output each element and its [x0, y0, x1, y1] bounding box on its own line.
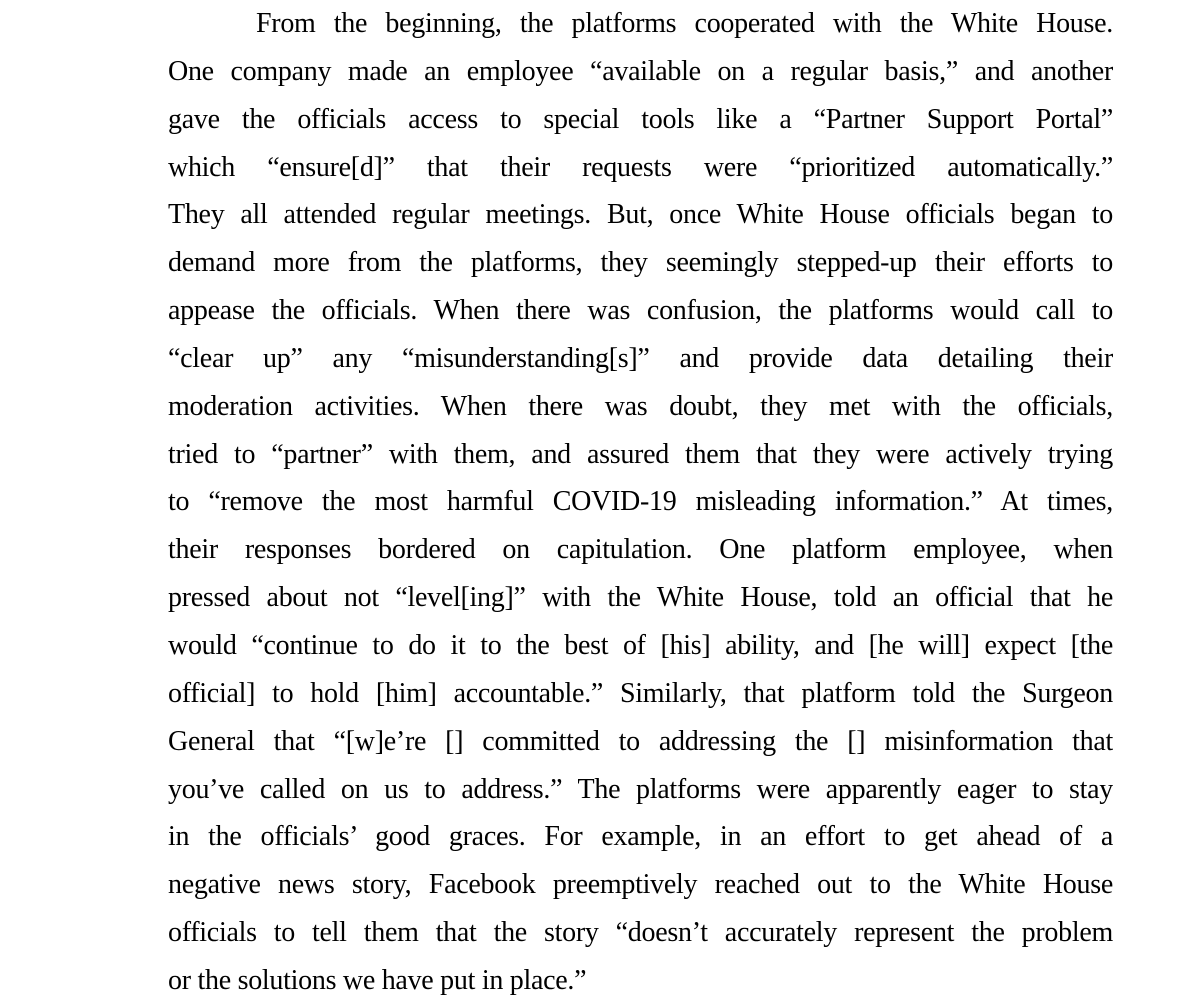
text-line: which “ensure[d]” that their requests were “prioritized automatically.” — [168, 151, 1113, 183]
text-line: to “remove the most harmful COVID-19 misleading information.” At times, — [168, 486, 1113, 518]
text-line: officials to tell them that the story “doesn’t accurately represent the problem — [168, 917, 1113, 949]
text-line: General that “[w]e’re [] committed to addressing the [] misinformation that — [168, 725, 1113, 757]
text-line: negative news story, Facebook preemptively reached out to the White House — [168, 869, 1113, 901]
text-line: One company made an employee “available on a regular basis,” and another — [168, 55, 1113, 87]
text-line: From the beginning, the platforms cooperated with the White House. — [256, 8, 1113, 39]
text-line: would “continue to do it to the best of [his] ability, and [he will] expect [the — [168, 629, 1113, 661]
text-line: demand more from the platforms, they seemingly stepped-up their efforts to — [168, 247, 1113, 279]
text-line: They all attended regular meetings. But, once White House officials began to — [168, 199, 1113, 231]
text-line: official] to hold [him] accountable.” Similarly, that platform told the Surgeon — [168, 677, 1113, 709]
text-line: pressed about not “level[ing]” with the White House, told an official that he — [168, 582, 1113, 614]
opinion-paragraph — [168, 0, 1113, 1005]
text-line: in the officials’ good graces. For example, in an effort to get ahead of a — [168, 821, 1113, 853]
text-line: their responses bordered on capitulation. One platform employee, when — [168, 534, 1113, 566]
text-line: “clear up” any “misunderstanding[s]” and provide data detailing their — [168, 342, 1113, 374]
text-line: tried to “partner” with them, and assured them that they were actively trying — [168, 438, 1113, 470]
text-line: you’ve called on us to address.” The platforms were apparently eager to stay — [168, 773, 1113, 805]
text-line: moderation activities. When there was doubt, they met with the officials, — [168, 390, 1113, 422]
text-line: gave the officials access to special tools like a “Partner Support Portal” — [168, 103, 1113, 135]
text-line: appease the officials. When there was confusion, the platforms would call to — [168, 295, 1113, 327]
text-line: or the solutions we have put in place.” — [168, 964, 587, 996]
